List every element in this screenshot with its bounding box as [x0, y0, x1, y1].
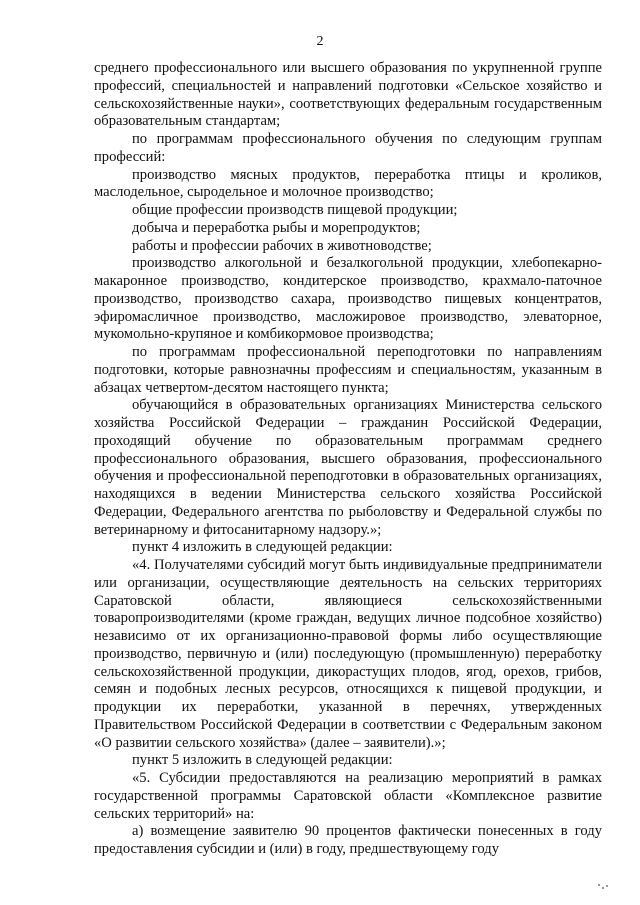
paragraph: пункт 4 изложить в следующей редакции:: [132, 539, 393, 556]
paragraph: «4. Получателями субсидий могут быть индивидуальные предприниматели или организации, осуществляющие деятельность на сельских территориях Саратовской области, являющиеся сельскохозяйственными товаропроизводителями (кроме граждан, ведущих личное подсобное хозяйство) независимо от их организационно-правовой формы либо осуществляющие производство, первичную и (или) последующую (промышленную) переработку сельскохозяйственной продукции, дикорастущих плодов, ягод, орехов, грибов, семян и подобных лесных ресурсов, относящихся к пищевой продукции, и продукции их переработки, указанной в перечнях, утвержденных Правительством Российской Федерации в соответствии с Федеральным законом «О развитии сельского хозяйства» (далее – заявители).»;: [94, 557, 602, 751]
paragraph: пункт 5 изложить в следующей редакции:: [132, 752, 393, 769]
paragraph: а) возмещение заявителю 90 процентов фактически понесенных в году предоставления субсидии и (или) в году, предшествующему году: [94, 823, 602, 857]
scan-mark-icon: [598, 884, 610, 890]
paragraph: по программам профессионального обучения по следующим группам профессий:: [94, 131, 602, 165]
document-body: [94, 60, 602, 859]
paragraph: работы и профессии рабочих в животноводстве;: [132, 237, 432, 254]
paragraph: производство алкогольной и безалкогольной продукции, хлебопекарно-макаронное производство, кондитерское производство, крахмало-паточное производство, производство сахара, производство пищевых концентратов, эфиромасличное производство, масложировое производство, элеваторное, мукомольно-крупяное и комбикормовое производства;: [94, 255, 602, 343]
paragraph: добыча и переработка рыбы и морепродуктов;: [132, 219, 421, 236]
paragraph: обучающийся в образовательных организациях Министерства сельского хозяйства Российской Федерации – гражданин Российской Федерации, проходящий обучение по образовательным программам среднего профессионального образования, высшего образования, профессионального обучения и профессиональной переподготовки в образовательных организациях, находящихся в ведении Министерства сельского хозяйства Российской Федерации, Федерального агентства по рыболовству и Федеральной службы по ветеринарному и фитосанитарному надзору.»;: [94, 397, 602, 538]
paragraph: «5. Субсидии предоставляются на реализацию мероприятий в рамках государственной программы Саратовской области «Комплексное развитие сельских территорий» на:: [94, 770, 602, 822]
page-number: 2: [316, 34, 324, 49]
paragraph: производство мясных продуктов, переработка птицы и кроликов, маслодельное, сыродельное и молочное производство;: [94, 166, 602, 201]
paragraph: по программам профессиональной переподготовки по направлениям подготовки, которые равнозначны профессиям и специальностям, указанным в абзацах четвертом-десятом настоящего пункта;: [94, 344, 602, 396]
paragraph: общие профессии производств пищевой продукции;: [132, 202, 458, 218]
paragraph: среднего профессионального или высшего образования по укрупненной группе профессий, специальностей и направлений подготовки «Сельское хозяйство и сельскохозяйственные науки», соответствующих федеральным государственным образовательным стандартам;: [94, 60, 602, 130]
